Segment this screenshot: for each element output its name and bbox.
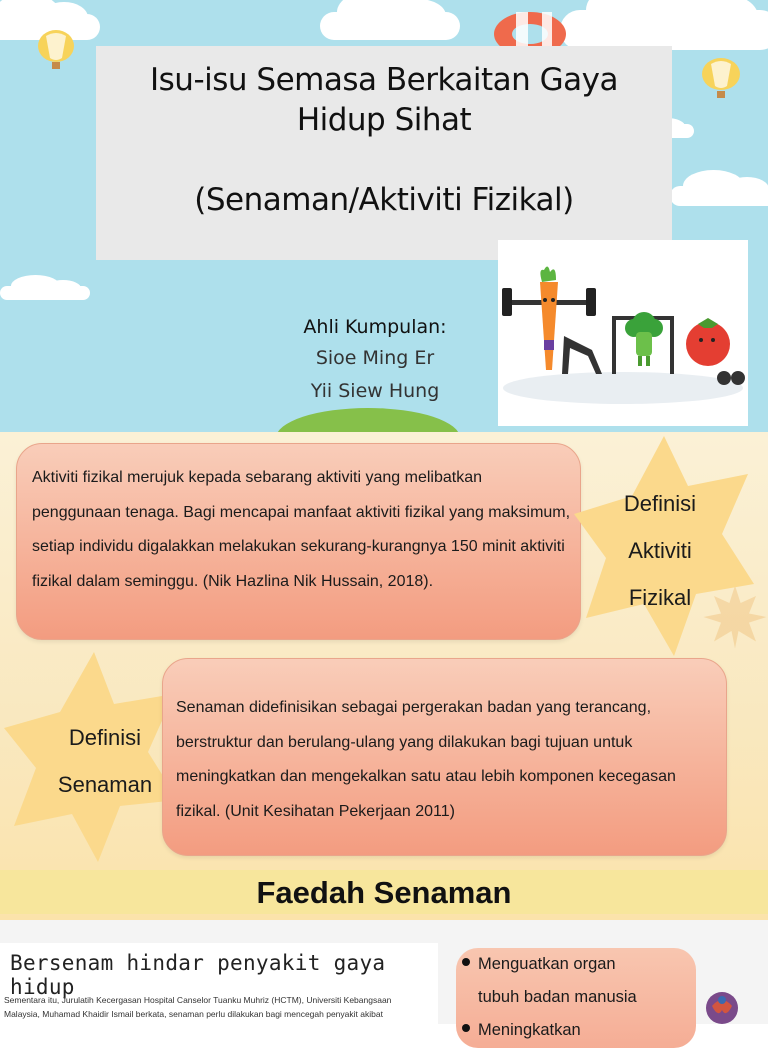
news-body	[4, 993, 436, 1021]
benefit-text: Menguatkan organ	[478, 955, 616, 973]
benefits-list	[462, 948, 637, 1047]
cloud-decoration	[0, 286, 90, 300]
title-line-1: Isu-isu Semasa Berkaitan Gaya	[150, 62, 618, 98]
title-line-3: (Senaman/Aktiviti Fizikal)	[194, 182, 574, 218]
title-line-2: Hidup Sihat	[296, 102, 472, 138]
benefits-list-card	[456, 948, 696, 1048]
aktiviti-definition-text: Aktiviti fizikal merujuk kepada sebarang aktiviti yang melibatkan penggunaan tenaga. Bagi mencapai manfaat aktiviti fizikal yang maksimum, setiap individu digalakkan melakukan sekurang-kurangnya 150 minit aktiviti fizikal dalam seminggu. (Nik Hazlina Nik Hussain, 2018).	[32, 469, 571, 590]
title-box	[96, 46, 672, 260]
senaman-label	[30, 714, 180, 808]
benefit-text: tubuh badan manusia	[478, 988, 637, 1006]
list-item	[462, 1014, 637, 1047]
bullet-icon	[462, 1024, 470, 1032]
aktiviti-definition-card	[16, 443, 581, 640]
hot-air-balloon-icon	[32, 30, 80, 72]
cloud-decoration	[670, 186, 780, 206]
news-headline: Bersenam hindar penyakit gaya hidup	[10, 951, 386, 999]
news-clipping	[0, 943, 438, 1024]
aktiviti-label-line: Fizikal	[628, 585, 692, 610]
bullet-icon	[462, 958, 470, 966]
anatomy-organ-icon	[702, 988, 742, 1024]
news-body-line: Malaysia, Muhamad Khaidir Ismail berkata, senaman perlu dilakukan bagi mencegah penyakit akibat	[4, 1009, 383, 1019]
list-item	[462, 948, 637, 981]
senaman-definition-card	[162, 658, 727, 856]
cloud-decoration	[320, 12, 460, 40]
fitness-vegetables-illustration	[498, 240, 748, 426]
faedah-heading: Faedah Senaman	[256, 875, 512, 910]
senaman-definition-text: Senaman didefinisikan sebagai pergerakan badan yang terancang, berstruktur dan berulang-ulang yang dilakukan bagi tujuan untuk meningkatkan dan mengekalkan satu atau lebih komponen kecegasan fizikal. (Unit Kesihatan Pekerjaan 2011)	[176, 699, 676, 820]
senaman-label-line: Definisi	[68, 725, 142, 750]
benefit-text: Meningkatkan	[478, 1021, 581, 1039]
news-body-line: Sementara itu, Jurulatih Kecergasan Hospital Canselor Tuanku Muhriz (HCTM), Universiti Kebangsaan	[4, 995, 392, 1005]
definitions-section	[0, 432, 768, 920]
list-item-continuation	[462, 981, 637, 1014]
title-spacer	[96, 140, 672, 180]
member-name: Sioe Ming Er	[315, 347, 435, 369]
member-name: Yii Siew Hung	[310, 380, 440, 402]
aktiviti-label	[580, 480, 740, 621]
lifebuoy-icon	[490, 12, 570, 48]
fitness-illustration-icon	[498, 240, 748, 426]
group-members	[240, 312, 510, 408]
benefits-section	[0, 920, 768, 1039]
cover-section	[0, 0, 768, 432]
faedah-heading-band	[0, 870, 768, 914]
hot-air-balloon-icon	[696, 58, 746, 102]
senaman-label-line: Senaman	[57, 772, 153, 797]
aktiviti-label-line: Aktiviti	[628, 538, 692, 563]
members-label: Ahli Kumpulan:	[303, 316, 447, 338]
aktiviti-label-line: Definisi	[623, 491, 697, 516]
cloud-decoration	[560, 10, 780, 50]
